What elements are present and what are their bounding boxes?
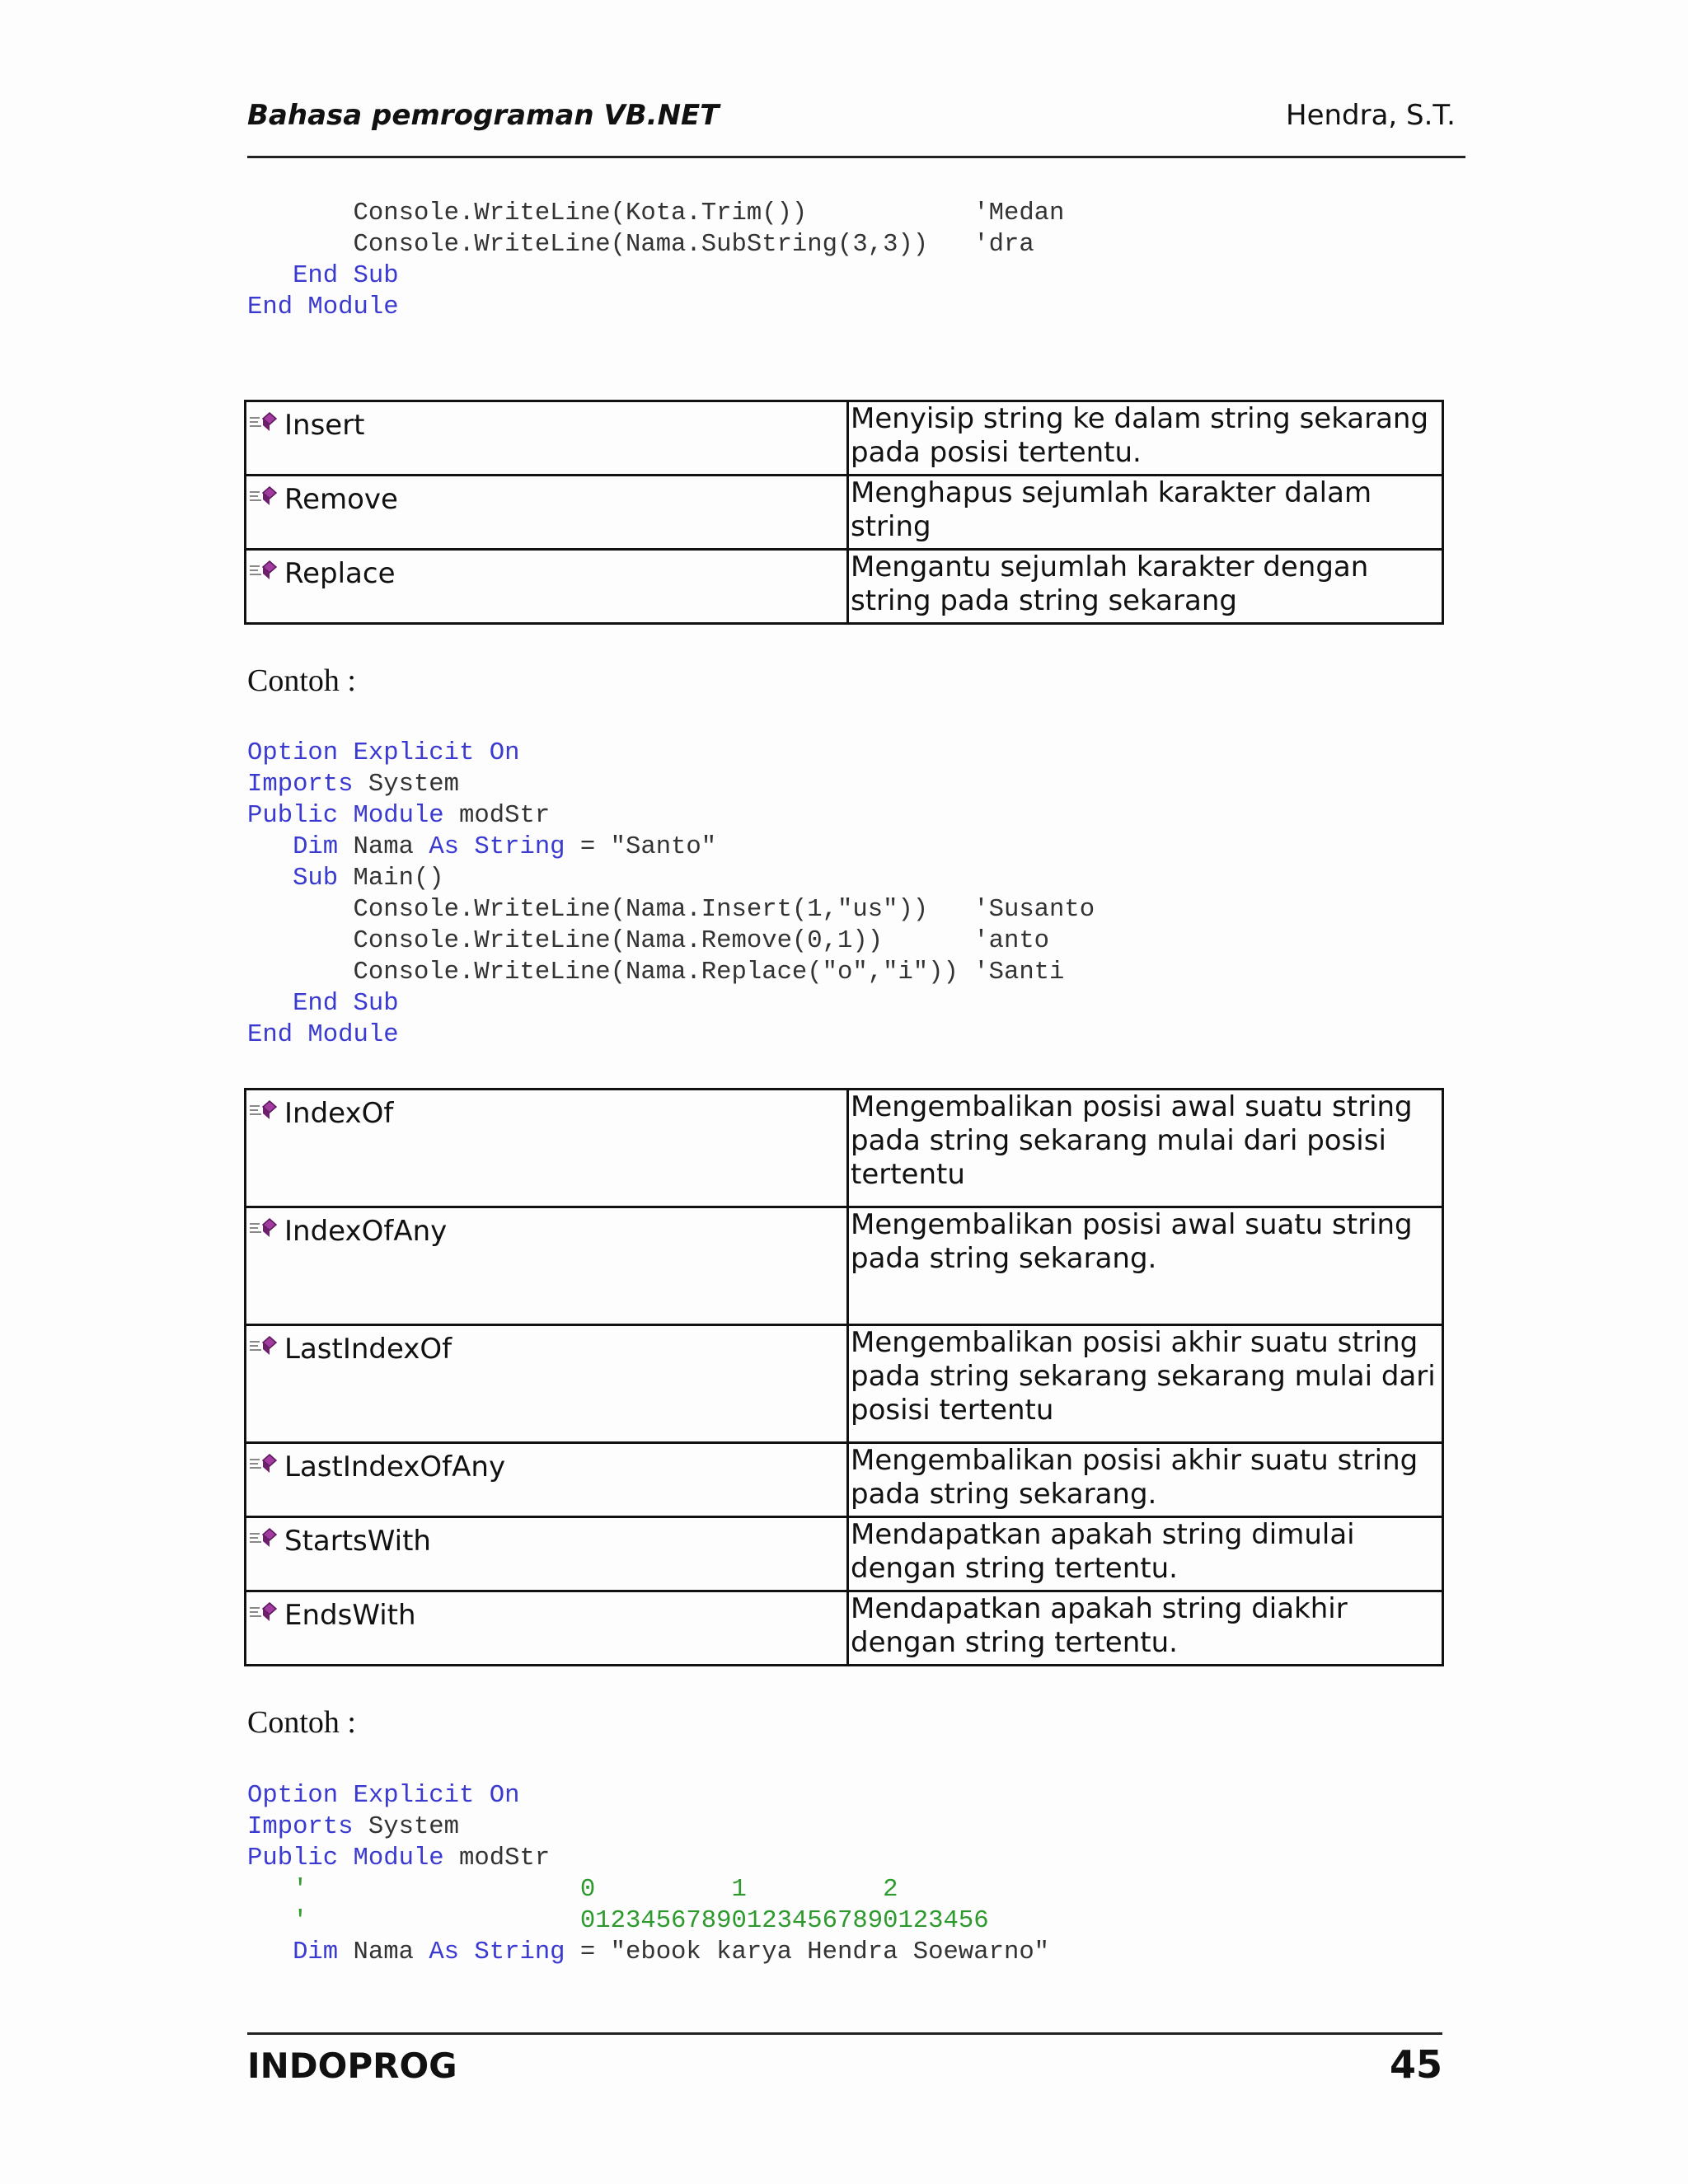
method-description: Mengembalikan posisi akhir suatu string pada string sekarang sekarang mulai dari posisi tertentu: [848, 1325, 1443, 1443]
code-line: Sub Main(): [293, 865, 444, 893]
example-heading: Contoh :: [247, 663, 356, 698]
table-row: [246, 1591, 1443, 1666]
method-icon: [248, 560, 284, 584]
method-name: Replace: [284, 557, 396, 590]
method-icon: [248, 485, 284, 510]
table-row: [246, 1443, 1443, 1517]
method-icon: [248, 1601, 284, 1626]
code-line: Option Explicit On: [247, 1782, 520, 1810]
method-name: Remove: [284, 483, 398, 516]
code-line: End Sub: [293, 262, 399, 290]
method-name: IndexOfAny: [284, 1215, 448, 1248]
code-line: Dim Nama As String = "Santo": [293, 833, 717, 861]
method-description: Mengembalikan posisi awal suatu string pada string sekarang.: [848, 1207, 1443, 1325]
code-line: Option Explicit On: [247, 739, 520, 767]
code-line: Imports System: [247, 1813, 460, 1841]
code-line: Console.WriteLine(Nama.Remove(0,1)) 'anto: [353, 927, 1050, 955]
code-block-example-1: [247, 738, 1095, 1051]
code-line: Console.WriteLine(Nama.Insert(1,"us")) 'Susanto: [353, 896, 1095, 924]
table-row: [246, 1517, 1443, 1591]
footer-rule: [247, 2032, 1442, 2035]
table-row: [246, 550, 1443, 624]
code-line: End Module: [247, 1021, 399, 1049]
method-description: Mengembalikan posisi akhir suatu string pada string sekarang.: [848, 1443, 1443, 1517]
code-line: Console.WriteLine(Kota.Trim()) 'Medan: [353, 199, 1065, 227]
table-row: [246, 1090, 1443, 1207]
method-name: Insert: [284, 409, 365, 442]
code-line: ' 012345678901234567890123456: [293, 1907, 989, 1935]
method-description: Mengembalikan posisi awal suatu string pada string sekarang mulai dari posisi tertentu: [848, 1090, 1443, 1207]
code-line: End Module: [247, 293, 399, 321]
header-rule: [247, 156, 1465, 158]
method-name: EndsWith: [284, 1599, 416, 1632]
example-heading: Contoh :: [247, 1705, 356, 1740]
code-block-continuation: [247, 198, 1064, 323]
header-title: Bahasa pemrograman VB.NET: [247, 99, 720, 132]
method-icon: [248, 1335, 284, 1360]
method-table-index-search: [244, 1088, 1444, 1666]
table-row: [246, 401, 1443, 476]
code-line: Console.WriteLine(Nama.SubString(3,3)) 'dra: [353, 231, 1034, 259]
method-icon: [248, 1527, 284, 1552]
footer-publisher: INDOPROG: [247, 2046, 457, 2086]
method-description: Mendapatkan apakah string dimulai dengan string tertentu.: [848, 1517, 1443, 1591]
method-icon: [248, 1453, 284, 1478]
code-line: Public Module modStr: [247, 802, 551, 830]
method-icon: [248, 411, 284, 436]
header-author: Hendra, S.T.: [1286, 99, 1456, 132]
method-name: IndexOf: [284, 1097, 394, 1130]
table-row: [246, 476, 1443, 550]
code-line: ' 0 1 2: [293, 1876, 898, 1904]
method-icon: [248, 1099, 284, 1124]
code-line: Console.WriteLine(Nama.Replace("o","i")) 'Santi: [353, 958, 1065, 987]
method-table-insert-remove-replace: [244, 400, 1444, 625]
code-line: Public Module modStr: [247, 1844, 551, 1872]
method-description: Mendapatkan apakah string diakhir dengan string tertentu.: [848, 1591, 1443, 1666]
table-row: [246, 1325, 1443, 1443]
method-icon: [248, 1217, 284, 1242]
code-line: End Sub: [293, 990, 399, 1018]
code-line: Imports System: [247, 771, 460, 799]
table-row: [246, 1207, 1443, 1325]
code-block-example-2: [247, 1780, 1049, 1968]
method-name: LastIndexOfAny: [284, 1451, 506, 1483]
method-description: Menyisip string ke dalam string sekarang pada posisi tertentu.: [848, 401, 1443, 476]
page-number: 45: [1390, 2042, 1443, 2087]
method-name: LastIndexOf: [284, 1333, 452, 1366]
method-name: StartsWith: [284, 1525, 431, 1558]
code-line: Dim Nama As String = "ebook karya Hendra Soewarno": [293, 1938, 1050, 1966]
method-description: Menghapus sejumlah karakter dalam string: [848, 476, 1443, 550]
method-description: Mengantu sejumlah karakter dengan string pada string sekarang: [848, 550, 1443, 624]
